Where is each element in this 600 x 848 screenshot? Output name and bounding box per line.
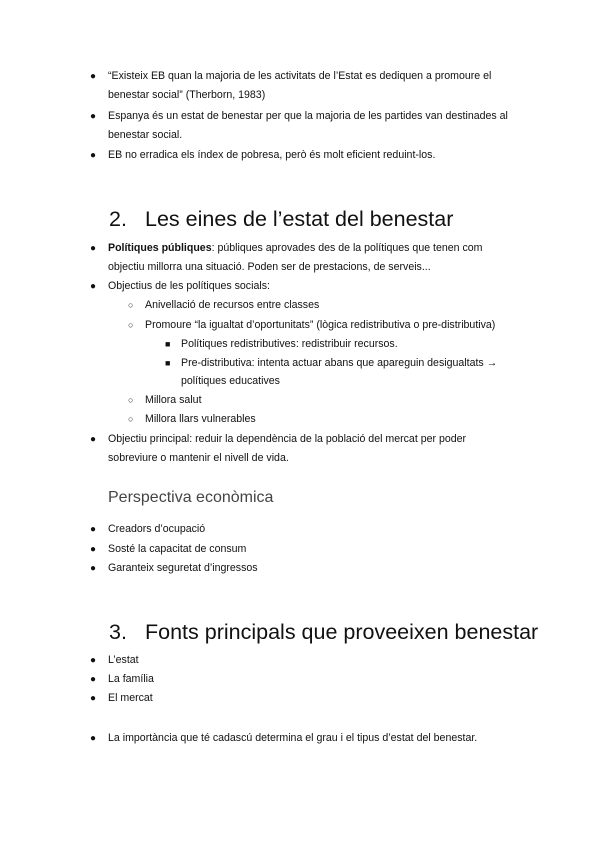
bullet-square: ■ xyxy=(165,339,171,349)
bullet-dot: ● xyxy=(90,655,97,666)
bullet-dot: ● xyxy=(90,243,97,254)
perspectiva-item-3: Garanteix seguretat d’ingressos xyxy=(108,562,258,574)
bullet-circle: ○ xyxy=(128,395,134,405)
bullet-dot: ● xyxy=(90,111,97,122)
objectius-subsub-2-line-2: polítiques educatives xyxy=(181,375,280,387)
objectius-sub-1: Anivellació de recursos entre classes xyxy=(145,299,320,311)
politiques-line-1 xyxy=(108,239,526,258)
section-2-heading xyxy=(109,205,453,233)
perspectiva-heading: Perspectiva econòmica xyxy=(108,489,274,506)
politiques-line-2: objectiu millorra una situació. Poden ser de prestacions, de serveis... xyxy=(108,261,431,273)
objectius-subsub-2-line-1: Pre-distributiva: intenta actuar abans que apareguin desigualtats → xyxy=(181,357,498,369)
bullet-dot: ● xyxy=(90,674,97,685)
section-2-title: Les eines de l’estat del benestar xyxy=(145,207,454,231)
objectius-sub-4: Millora llars vulnerables xyxy=(145,413,256,425)
fonts-item-1: L’estat xyxy=(108,654,139,666)
intro-item-3: EB no erradica els índex de pobresa, però és molt eficient reduint-los. xyxy=(108,149,436,161)
objectius-label: Objectius de les polítiques socials: xyxy=(108,280,270,292)
bullet-dot: ● xyxy=(90,434,97,445)
section-3-number: 3. xyxy=(109,620,127,644)
bullet-circle: ○ xyxy=(128,414,134,424)
fonts-final-item: La importància que té cadascú determina el grau i el tipus d’estat del benestar. xyxy=(108,732,478,744)
objectiu-principal-line-1: Objectiu principal: reduir la dependència de la població del mercat per poder xyxy=(108,433,467,445)
bullet-dot: ● xyxy=(90,150,97,161)
objectius-sub-2: Promoure “la igualtat d’oportunitats” (lògica redistributiva o pre-distributiva) xyxy=(145,319,496,331)
bullet-dot: ● xyxy=(90,733,97,744)
section-2-number: 2. xyxy=(109,207,127,231)
perspectiva-item-1: Creadors d’ocupació xyxy=(108,523,206,535)
bullet-dot: ● xyxy=(90,281,97,292)
intro-item-2-line-2: benestar social. xyxy=(108,129,183,141)
bullet-circle: ○ xyxy=(128,320,134,330)
politiques-bold-label: Polítiques públiques xyxy=(108,242,212,254)
bullet-square: ■ xyxy=(165,358,171,368)
bullet-dot: ● xyxy=(90,524,97,535)
bullet-dot: ● xyxy=(90,693,97,704)
intro-item-2-line-1: Espanya és un estat de benestar per que la majoria de les partides van destinades al xyxy=(108,110,508,122)
politiques-line-1-rest: : públiques aprovades des de la polítiques que tenen com xyxy=(211,242,483,254)
fonts-item-3: El mercat xyxy=(108,692,153,704)
bullet-dot: ● xyxy=(90,71,97,82)
objectius-sub-3: Millora salut xyxy=(145,394,202,406)
intro-item-1-line-1: “Existeix EB quan la majoria de les activitats de l’Estat es dediquen a promoure el xyxy=(108,70,492,82)
perspectiva-item-2: Sosté la capacitat de consum xyxy=(108,543,247,555)
bullet-dot: ● xyxy=(90,544,97,555)
fonts-item-2: La família xyxy=(108,673,154,685)
section-3-heading xyxy=(109,618,538,646)
section-3-title: Fonts principals que proveeixen benestar xyxy=(145,620,539,644)
intro-item-1-line-2: benestar social” (Therborn, 1983) xyxy=(108,89,266,101)
bullet-dot: ● xyxy=(90,563,97,574)
objectius-subsub-1: Polítiques redistributives: redistribuir recursos. xyxy=(181,338,398,350)
objectiu-principal-line-2: sobreviure o mantenir el nivell de vida. xyxy=(108,452,289,464)
bullet-circle: ○ xyxy=(128,300,134,310)
